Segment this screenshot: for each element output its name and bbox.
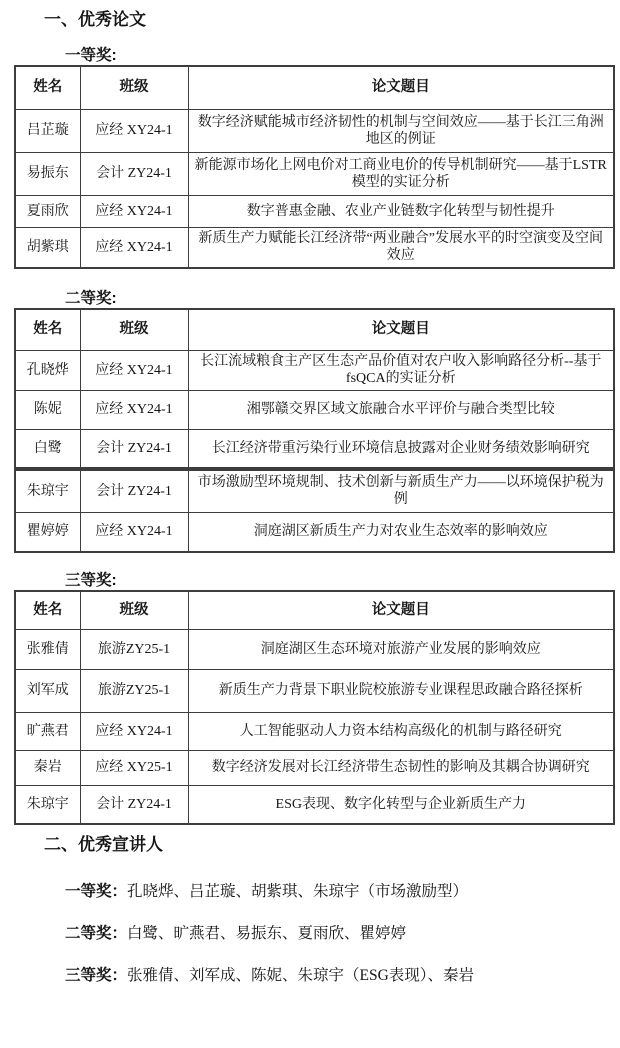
title-cell: 市场激励型环境规制、技术创新与新质生产力——以环境保护税为例 (188, 470, 614, 512)
name-cell: 白鹭 (15, 429, 80, 468)
speakers-first-prize-label: 一等奖： (65, 883, 128, 900)
column-header-title: 论文题目 (188, 591, 614, 629)
class-cell: 应经 XY24-1 (80, 712, 188, 750)
class-cell: 会计 ZY24-1 (80, 470, 188, 512)
column-header-name: 姓名 (15, 591, 80, 629)
table-header-row (15, 309, 614, 350)
name-cell: 夏雨欣 (15, 195, 80, 227)
speakers-third-prize-label: 三等奖： (65, 967, 128, 984)
class-cell: 应经 XY24-1 (80, 227, 188, 268)
name-cell: 瞿婷婷 (15, 512, 80, 552)
second-prize-table-part2 (14, 469, 615, 553)
column-header-class: 班级 (80, 66, 188, 109)
table-row (15, 152, 614, 195)
title-cell: 长江流域粮食主产区生态产品价值对农户收入影响路径分析--基于fsQCA的实证分析 (188, 350, 614, 390)
title-cell: ESG表现、数字化转型与企业新质生产力 (188, 785, 614, 824)
name-cell: 朱琼宇 (15, 785, 80, 824)
table-row (15, 227, 614, 268)
second-prize-table-part1 (14, 308, 615, 469)
speakers-first-prize-names: 孔晓烨、吕芷璇、胡紫琪、朱琼宇（市场激励型） (127, 883, 469, 900)
title-cell: 长江经济带重污染行业环境信息披露对企业财务绩效影响研究 (188, 429, 614, 468)
third-prize-table (14, 590, 615, 825)
class-cell: 会计 ZY24-1 (80, 152, 188, 195)
column-header-name: 姓名 (15, 309, 80, 350)
table-row (15, 785, 614, 824)
name-cell: 旷燕君 (15, 712, 80, 750)
name-cell: 秦岩 (15, 750, 80, 785)
speakers-second-prize-label: 二等奖： (65, 925, 128, 942)
class-cell: 会计 ZY24-1 (80, 429, 188, 468)
class-cell: 应经 XY25-1 (80, 750, 188, 785)
table-row (15, 629, 614, 669)
speakers-third-prize-names: 张雅倩、刘军成、陈妮、朱琼宇（ESG表现）、秦岩 (127, 967, 475, 984)
class-cell: 应经 XY24-1 (80, 195, 188, 227)
third-prize-label: 三等奖: (65, 572, 117, 589)
table-row (15, 512, 614, 552)
speakers-second-prize-line (65, 924, 620, 944)
title-cell: 数字经济发展对长江经济带生态韧性的影响及其耦合协调研究 (188, 750, 614, 785)
name-cell: 孔晓烨 (15, 350, 80, 390)
table-row (15, 669, 614, 712)
table-header-row (15, 66, 614, 109)
column-header-class: 班级 (80, 309, 188, 350)
title-cell: 湘鄂赣交界区域文旅融合水平评价与融合类型比较 (188, 390, 614, 429)
title-cell: 数字普惠金融、农业产业链数字化转型与韧性提升 (188, 195, 614, 227)
speakers-third-prize-line (65, 966, 620, 986)
table-row (15, 712, 614, 750)
table-row (15, 429, 614, 468)
class-cell: 会计 ZY24-1 (80, 785, 188, 824)
column-header-class: 班级 (80, 591, 188, 629)
class-cell: 旅游ZY25-1 (80, 629, 188, 669)
name-cell: 吕芷璇 (15, 109, 80, 152)
class-cell: 旅游ZY25-1 (80, 669, 188, 712)
first-prize-table (14, 65, 615, 269)
first-prize-label: 一等奖: (65, 47, 117, 64)
column-header-title: 论文题目 (188, 309, 614, 350)
name-cell: 易振东 (15, 152, 80, 195)
column-header-name: 姓名 (15, 66, 80, 109)
name-cell: 张雅倩 (15, 629, 80, 669)
second-prize-label: 二等奖: (65, 290, 117, 307)
speakers-first-prize-line (65, 882, 620, 902)
name-cell: 刘军成 (15, 669, 80, 712)
title-cell: 数字经济赋能城市经济韧性的机制与空间效应——基于长江三角洲地区的例证 (188, 109, 614, 152)
table-header-row (15, 591, 614, 629)
class-cell: 应经 XY24-1 (80, 350, 188, 390)
table-row (15, 750, 614, 785)
class-cell: 应经 XY24-1 (80, 512, 188, 552)
title-cell: 新质生产力背景下职业院校旅游专业课程思政融合路径探析 (188, 669, 614, 712)
table-row (15, 195, 614, 227)
title-cell: 洞庭湖区新质生产力对农业生态效率的影响效应 (188, 512, 614, 552)
title-cell: 洞庭湖区生态环境对旅游产业发展的影响效应 (188, 629, 614, 669)
table-row (15, 470, 614, 512)
speakers-second-prize-names: 白鹭、旷燕君、易振东、夏雨欣、瞿婷婷 (127, 925, 407, 942)
column-header-title: 论文题目 (188, 66, 614, 109)
name-cell: 陈妮 (15, 390, 80, 429)
name-cell: 胡紫琪 (15, 227, 80, 268)
title-cell: 人工智能驱动人力资本结构高级化的机制与路径研究 (188, 712, 614, 750)
name-cell: 朱琼宇 (15, 470, 80, 512)
title-cell: 新能源市场化上网电价对工商业电价的传导机制研究——基于LSTR模型的实证分析 (188, 152, 614, 195)
table-row (15, 109, 614, 152)
section-title-papers: 一、优秀论文 (44, 10, 146, 29)
table-row (15, 390, 614, 429)
title-cell: 新质生产力赋能长江经济带“两业融合”发展水平的时空演变及空间效应 (188, 227, 614, 268)
class-cell: 应经 XY24-1 (80, 390, 188, 429)
section-title-speakers: 二、优秀宣讲人 (44, 835, 163, 854)
table-row (15, 350, 614, 390)
class-cell: 应经 XY24-1 (80, 109, 188, 152)
